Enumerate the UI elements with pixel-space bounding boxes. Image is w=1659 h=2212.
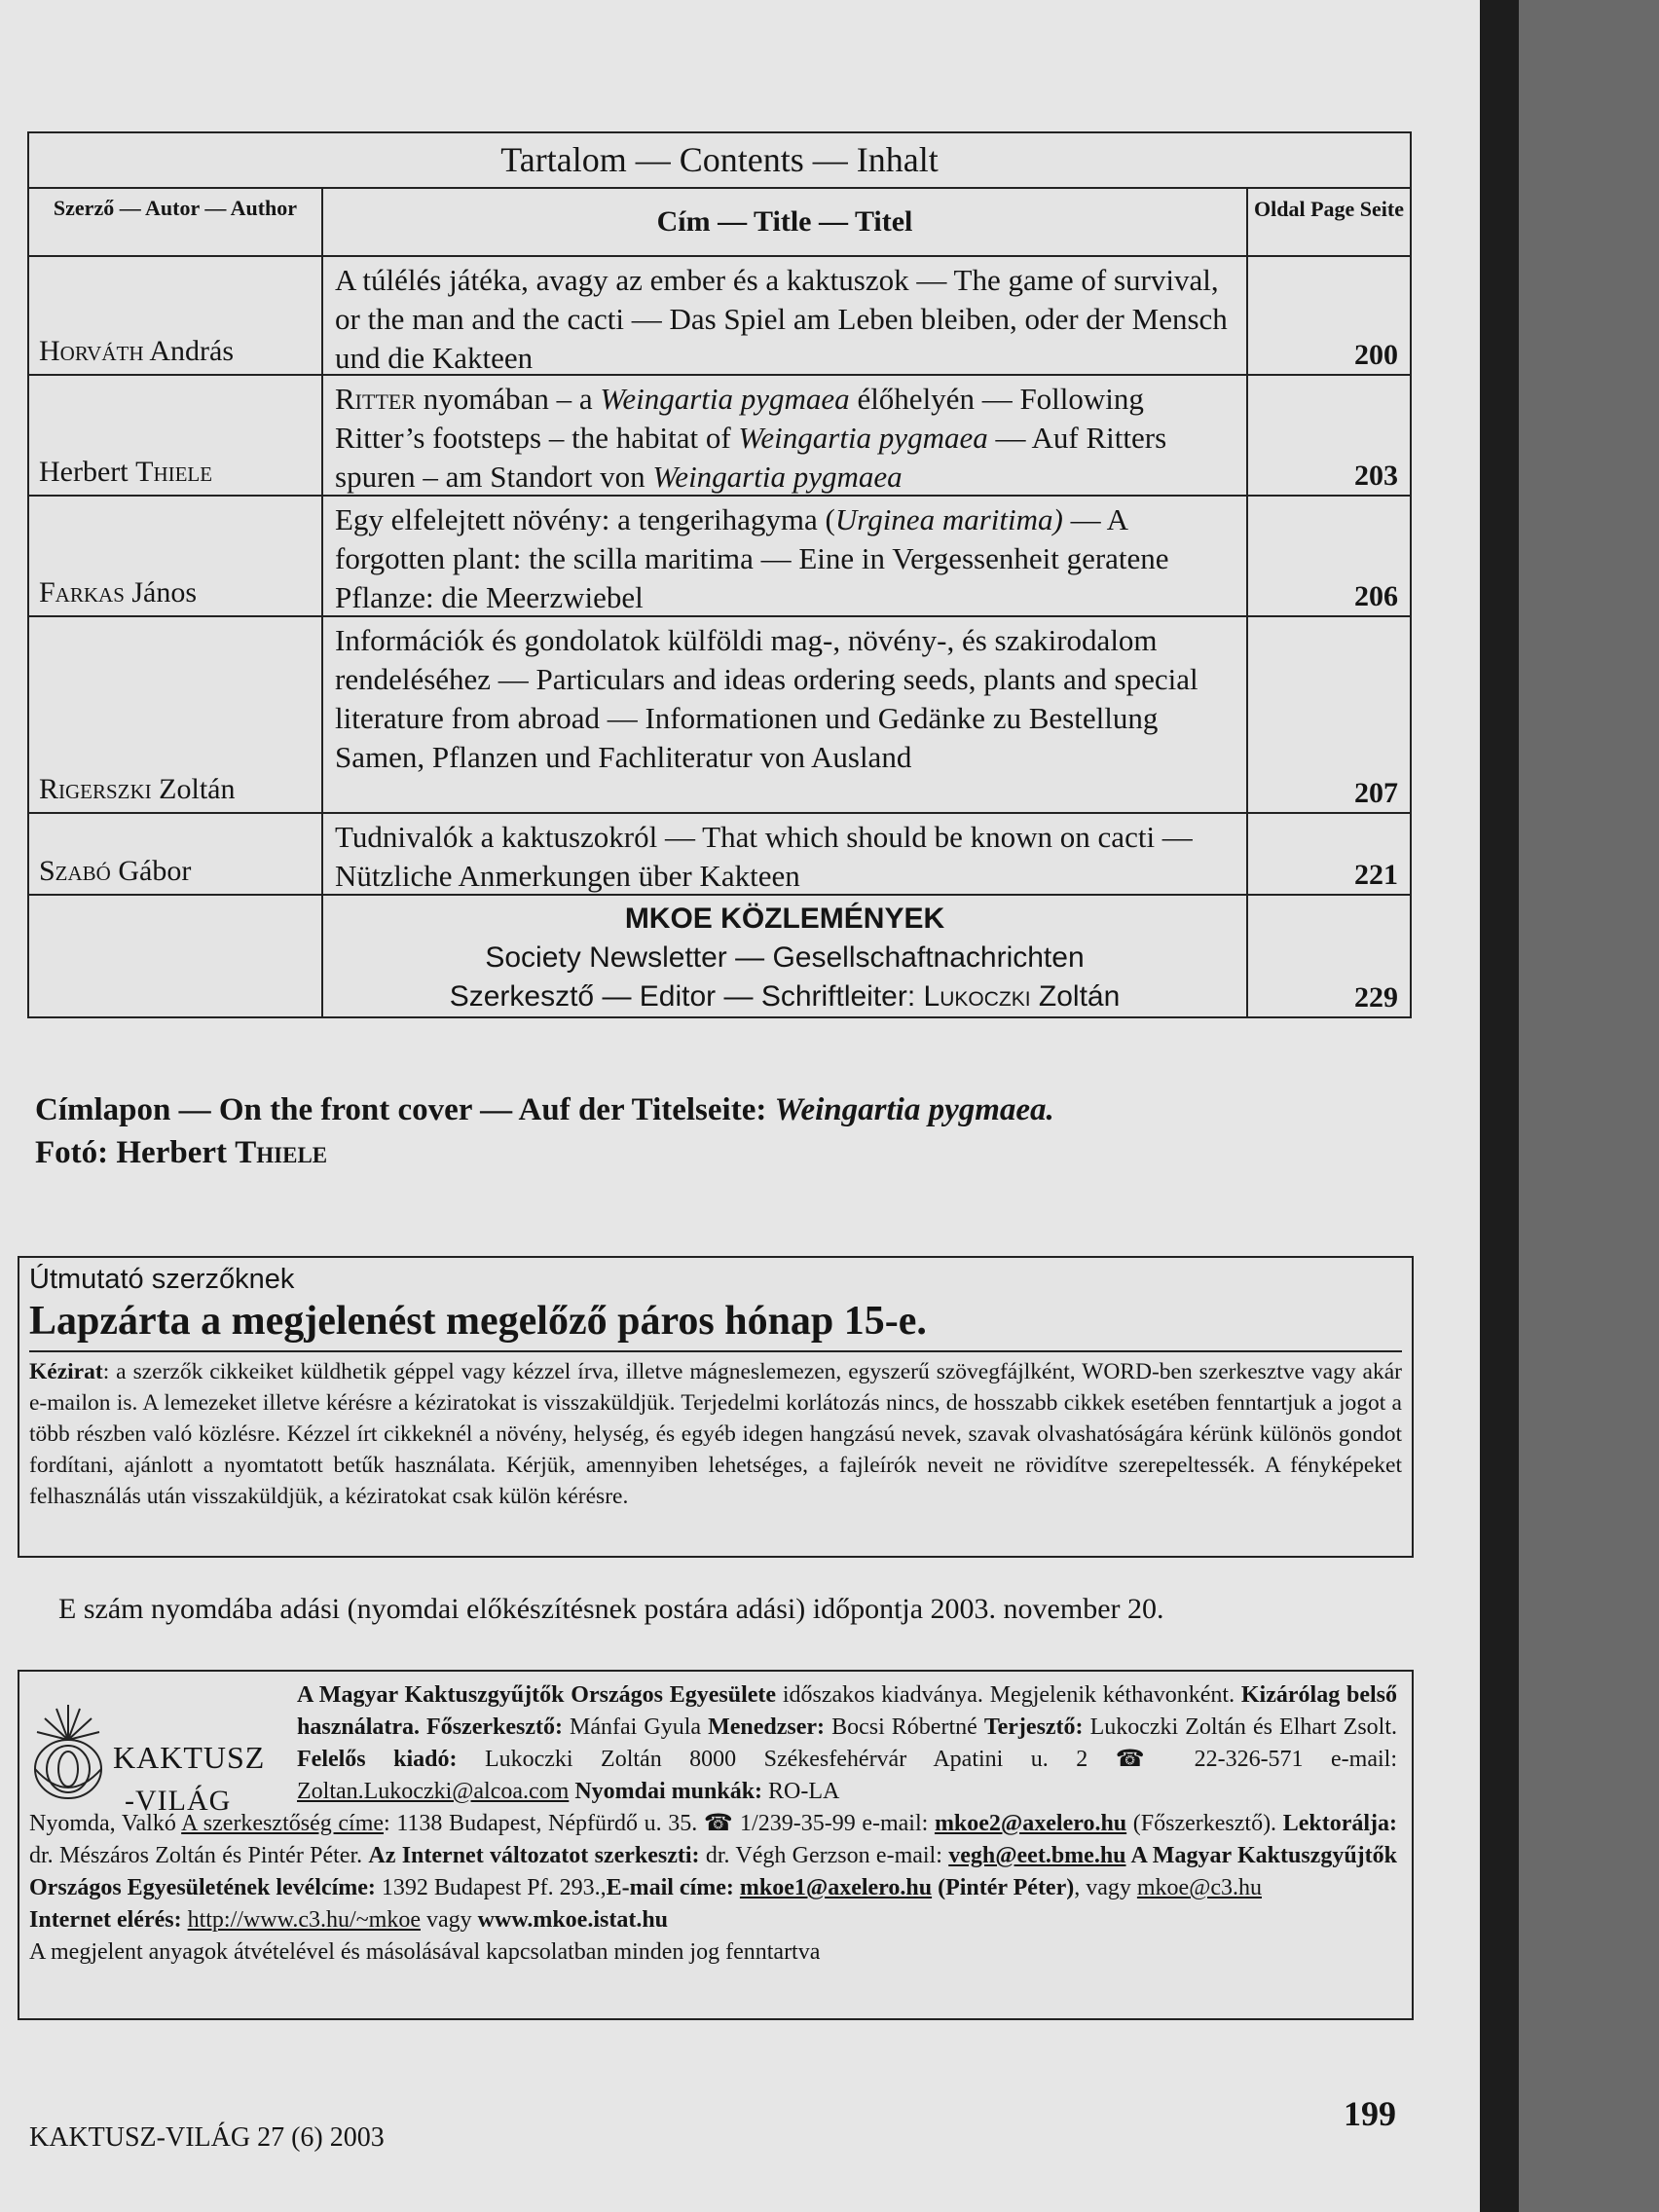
header-author: Szerző — Autor — Author	[29, 189, 323, 255]
email-link[interactable]: vegh@eet.bme.hu	[948, 1843, 1126, 1868]
page-number: 221	[1354, 859, 1398, 891]
web-link[interactable]: http://www.c3.hu/~mkoe	[187, 1907, 421, 1933]
article-title: Tudnivalók a kaktuszokról — That which should be known on cacti — Nützliche Anmerkungen über Kakteen	[323, 814, 1248, 894]
newsletter-line: Society Newsletter — Gesellschaftnachrichten	[485, 941, 1085, 974]
toc-row	[29, 497, 1410, 617]
toc-row	[29, 896, 1410, 1016]
page-number: 206	[1354, 580, 1398, 612]
logo-text: -VILÁG	[125, 1785, 232, 1817]
contents-table	[27, 131, 1412, 1018]
imprint-box	[18, 1670, 1414, 2020]
book-spine	[1480, 0, 1519, 2212]
cactus-logo-icon	[27, 1701, 125, 1808]
logo-text: KAKTUSZ	[113, 1740, 266, 1775]
page-number: 207	[1354, 777, 1398, 809]
newsletter-heading: MKOE KÖZLEMÉNYEK	[624, 903, 945, 935]
kaktusz-vilag-logo	[27, 1701, 290, 1817]
newsletter-entry	[323, 896, 1248, 1016]
page-edges	[1519, 0, 1659, 2212]
contents-title: Tartalom — Contents — Inhalt	[29, 133, 1410, 189]
header-page: Oldal Page Seite	[1254, 197, 1404, 221]
guidelines-body: Kézirat: a szerzők cikkeiket küldhetik géppel vagy kézzel írva, illetve mágneslemezen, egyszerű szövegfájlként, WORD-ben szerkesztve vagy akár e-mailon is. A lemezeket illetve kérésre a kéziratokat is visszaküldjük. Terjedelmi korlátozás nincs, de hosszabb cikkek esetében fenntartjuk a jogot a több részben való közlésre. Kézzel írt cikkeknél a növény, helység, és egyéb idegen hangzású nevek, szavak olvashatóságára kérünk különös gondot fordítani, ajánlott a nyomtatott betűk használata. Kérjük, amennyiben lehetséges, a fajleírók neveit ne rövidítve szerepeltessék. A fényképeket felhasználás után visszaküldjük, a kéziratokat csak külön kérésre.	[29, 1350, 1402, 1512]
article-title: A túlélés játéka, avagy az ember és a kaktuszok — The game of survival, or the man and the cacti — Das Spiel am Leben bleiben, oder der Mensch und die Kakteen	[323, 257, 1248, 374]
author: Herbert Thiele	[39, 456, 213, 488]
page-number: 203	[1354, 460, 1398, 492]
toc-row	[29, 814, 1410, 896]
email-link[interactable]: mkoe2@axelero.hu	[934, 1811, 1127, 1836]
email-link[interactable]: mkoe@c3.hu	[1136, 1875, 1262, 1900]
author: Horváth András	[39, 335, 234, 367]
web-link[interactable]: www.mkoe.istat.hu	[477, 1907, 669, 1933]
author: Rigerszki Zoltán	[39, 773, 236, 805]
email-link[interactable]: mkoe1@axelero.hu	[739, 1875, 933, 1900]
email-link[interactable]: Zoltan.Lukoczki@alcoa.com	[297, 1779, 570, 1804]
toc-row	[29, 376, 1410, 497]
header-title: Cím — Title — Titel	[323, 189, 1248, 255]
article-title: Ritter nyomában – a Weingartia pygmaea élőhelyén — Following Ritter’s footsteps – the habitat of Weingartia pygmaea — Auf Ritters spuren – am Standort von Weingartia pygmaea	[323, 376, 1248, 495]
deadline-heading: Lapzárta a megjelenést megelőző páros hónap 15-e.	[29, 1299, 927, 1344]
toc-row	[29, 617, 1410, 814]
journal-citation: KAKTUSZ-VILÁG 27 (6) 2003	[29, 2122, 385, 2153]
author: Farkas János	[39, 576, 198, 608]
newsletter-editor: Szerkesztő — Editor — Schriftleiter: Lukoczki Zoltán	[449, 980, 1121, 1013]
cover-note: Címlapon — On the front cover — Auf der Titelseite: Weingartia pygmaea. Fotó: Herbert Thiele	[35, 1092, 1054, 1170]
author: Szabó Gábor	[39, 855, 192, 887]
page-number: 229	[1354, 981, 1398, 1014]
author-guidelines-box	[18, 1256, 1414, 1558]
imprint-text: Nyomda, Valkó A szerkesztőség címe: 1138 Budapest, Népfürdő u. 35. ☎ 1/239-35-99 e-mail: mkoe2@axelero.hu (Főszerkesztő). Lektorálja: dr. Mészáros Zoltán és Pintér Péter. Az Internet változatot szerkeszti: dr. Végh Gerzson e-mail: vegh@eet.bme.hu A Magyar Kaktuszgyűjtők Országos Egyesületének levélcíme: 1392 Budapest Pf. 293.,E-mail címe: mkoe1@axelero.hu (Pintér Péter), vagy mkoe@c3.hu Internet elérés: http://www.c3.hu/~mkoe vagy www.mkoe.istat.hu A megjelent anyagok átvételével és másolásával kapcsolatban minden jog fenntartva	[29, 1811, 1398, 1965]
page-number: 200	[1354, 339, 1398, 371]
page-number-footer: 199	[1344, 2094, 1396, 2133]
article-title: Egy elfelejtett növény: a tengerihagyma (Urginea maritima) — A forgotten plant: the scilla maritima — Eine in Vergessenheit geratene Pflanze: die Meerzwiebel	[323, 497, 1248, 615]
guidelines-heading: Útmutató szerzőknek	[29, 1264, 295, 1295]
article-title: Információk és gondolatok külföldi mag-, növény-, és szakirodalom rendeléséhez — Particulars and ideas ordering seeds, plants and special literature from abroad — Informationen und Gedänke zu Bestellung Samen, Pflanzen und Fachliteratur von Ausland	[323, 617, 1248, 812]
imprint-text: A Magyar Kaktuszgyűjtők Országos Egyesülete időszakos kiadványa. Megjelenik kéthavonként. Kizárólag belső használatra. Főszerkesztő: Mánfai Gyula Menedzser: Bocsi Róbertné Terjesztő: Lukoczki Zoltán és Elhart Zsolt. Felelős kiadó: Lukoczki Zoltán 8000 Székesfehérvár Apatini u. 2 ☎ 22-326-571 e-mail: Zoltan.Lukoczki@alcoa.com Nyomdai munkák: RO-LA	[297, 1682, 1398, 1804]
toc-row	[29, 257, 1410, 376]
contents-header	[29, 189, 1410, 257]
print-date-note: E szám nyomdába adási (nyomdai előkészítésnek postára adási) időpontja 2003. november 20.	[58, 1593, 1164, 1625]
